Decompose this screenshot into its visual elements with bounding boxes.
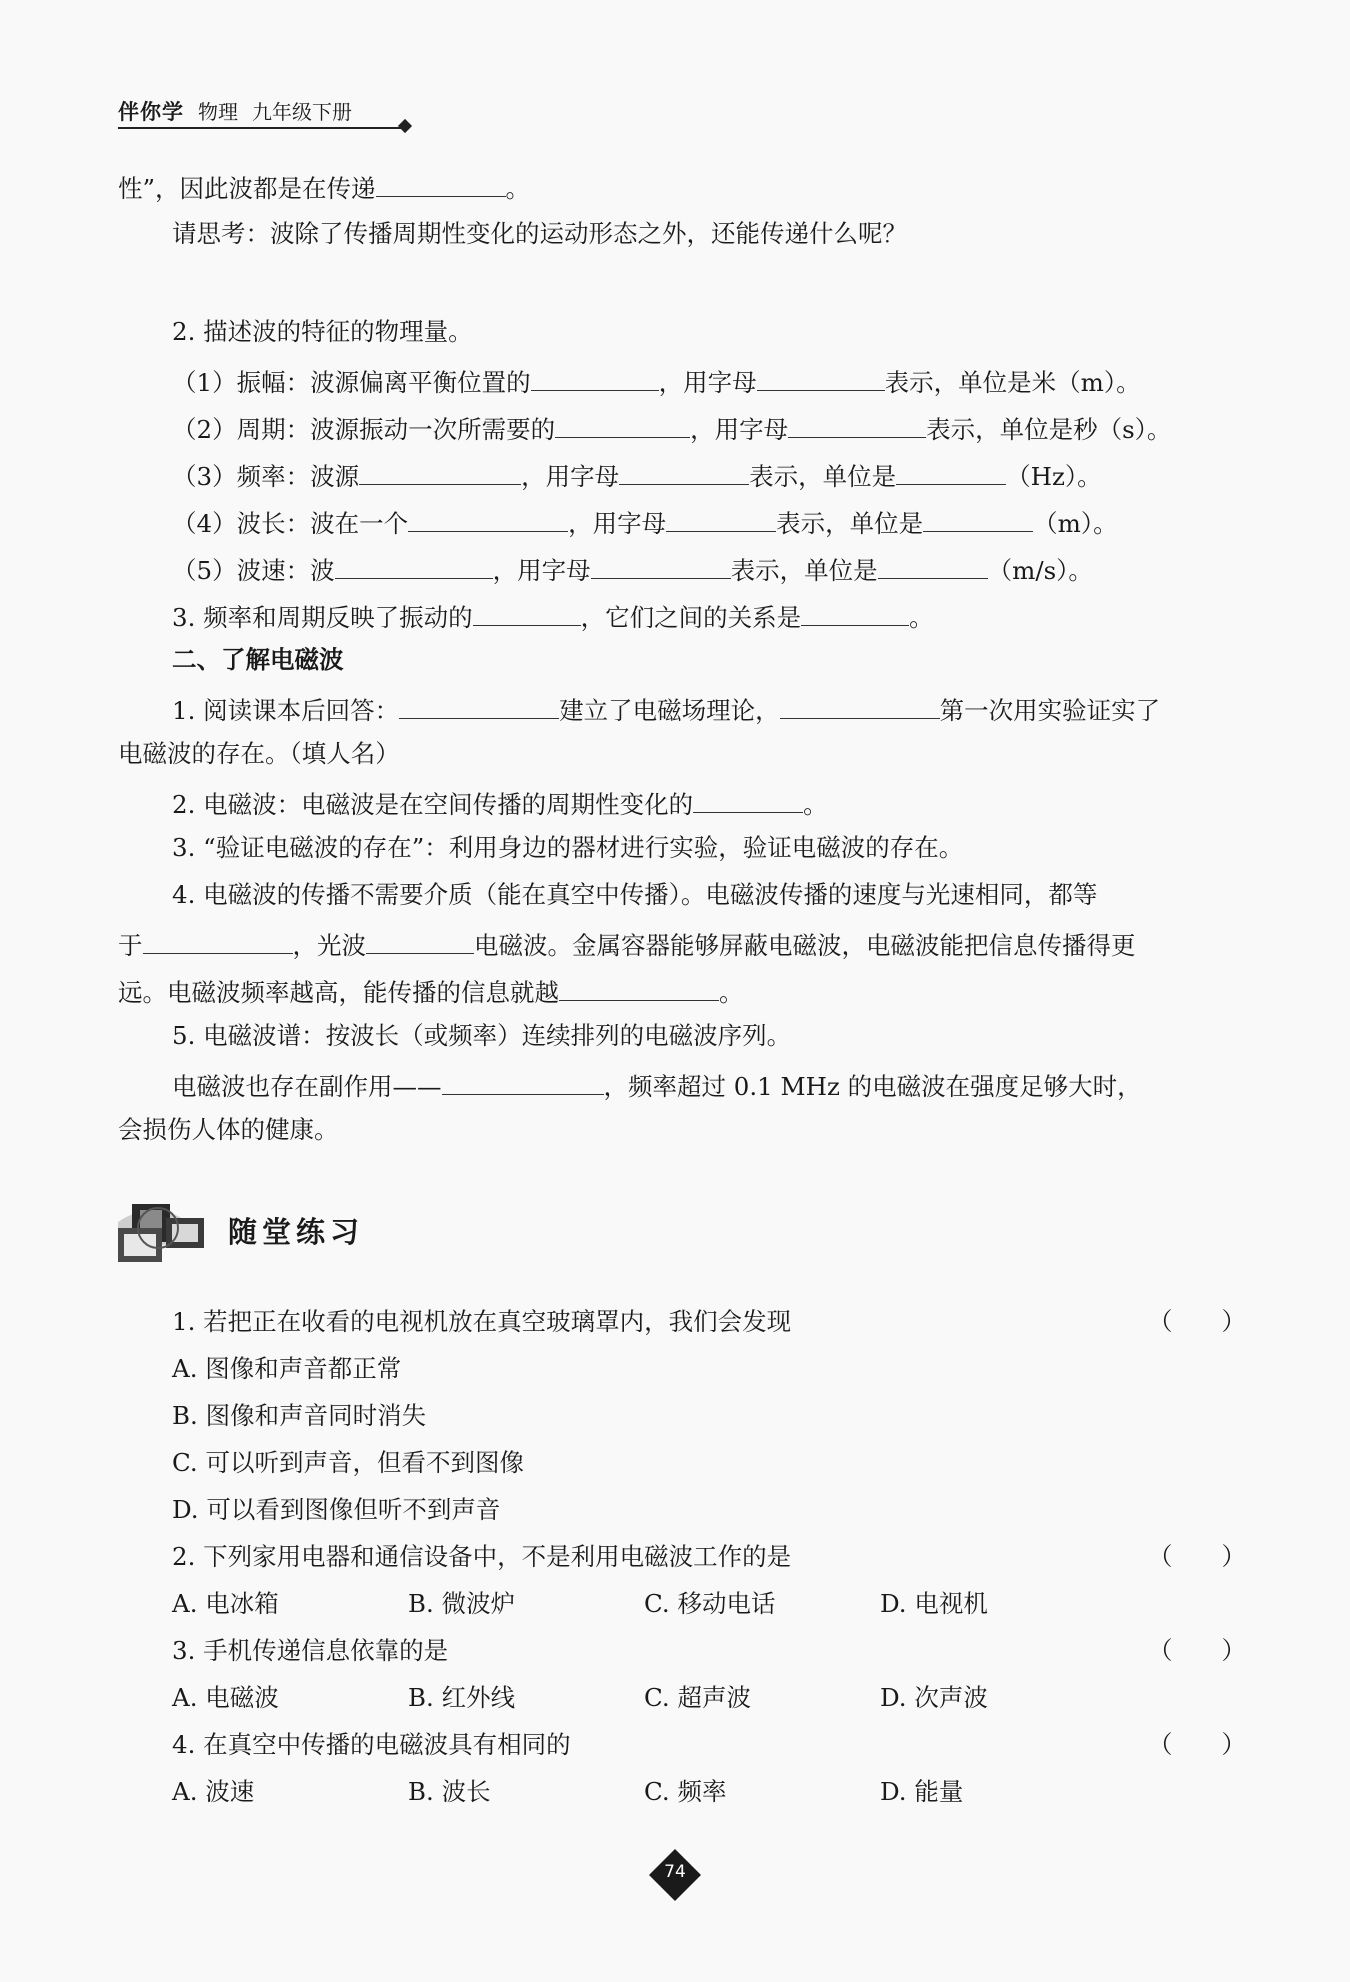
answer-blank[interactable]: [878, 552, 988, 579]
em-question-4-cont: [118, 927, 1136, 961]
answer-blank[interactable]: [555, 411, 690, 438]
answer-blank[interactable]: [143, 927, 293, 954]
answer-blank[interactable]: [896, 458, 1006, 485]
q1-option-b[interactable]: B. 图像和声音同时消失: [172, 1401, 427, 1430]
answer-blank[interactable]: [442, 1068, 604, 1095]
speed-text-2: ，用字母: [492, 556, 591, 585]
practice-section-title: 随堂练习: [228, 1215, 365, 1249]
frequency-text: （3）频率：波源: [172, 462, 360, 491]
answer-bracket[interactable]: （ ）: [1148, 1636, 1246, 1665]
answer-blank[interactable]: [693, 786, 803, 813]
answer-bracket[interactable]: （ ）: [1148, 1307, 1246, 1336]
em-side-effect: [172, 1068, 1142, 1102]
em-q1-text-2: 建立了电磁场理论，: [559, 696, 780, 725]
q1-option-d[interactable]: D. 可以看到图像但听不到声音: [172, 1495, 501, 1524]
answer-bracket[interactable]: （ ）: [1148, 1730, 1246, 1759]
brand-name: 伴你学: [118, 100, 184, 124]
frequency-text-2: ，用字母: [521, 462, 620, 491]
em-q1-text: 1. 阅读课本后回答：: [172, 696, 400, 725]
q3-option-c[interactable]: C. 超声波: [644, 1683, 751, 1712]
practice-question-2: 2. 下列家用电器和通信设备中，不是利用电磁波工作的是: [172, 1542, 792, 1571]
em-q2-text: 2. 电磁波：电磁波是在空间传播的周期性变化的: [172, 790, 694, 819]
answer-blank[interactable]: [531, 364, 659, 391]
answer-blank[interactable]: [473, 599, 581, 626]
think-question: 请思考：波除了传播周期性变化的运动形态之外，还能传递什么呢？: [172, 219, 907, 248]
answer-blank[interactable]: [788, 411, 926, 438]
answer-blank[interactable]: [801, 599, 909, 626]
answer-blank[interactable]: [408, 505, 568, 532]
q3-option-b[interactable]: B. 红外线: [408, 1683, 516, 1712]
feature-frequency: [172, 458, 1102, 492]
wavelength-text-4: （m）。: [1033, 509, 1118, 538]
relation-text-2: ，它们之间的关系是: [580, 603, 802, 632]
answer-blank[interactable]: [376, 170, 506, 197]
page-header: [118, 96, 352, 126]
em-q4-text-5: 。: [719, 978, 744, 1007]
q2-option-b[interactable]: B. 微波炉: [408, 1589, 516, 1618]
q2-option-a[interactable]: A. 电冰箱: [172, 1589, 279, 1618]
amplitude-text-3: 表示，单位是米（m）。: [884, 368, 1141, 397]
frequency-text-4: （Hz）。: [1006, 462, 1102, 491]
side-effect-text: 电磁波也存在副作用——: [172, 1072, 442, 1101]
amplitude-text: （1）振幅：波源偏离平衡位置的: [172, 368, 531, 397]
header-rule: [118, 127, 406, 129]
relation-text: 3. 频率和周期反映了振动的: [172, 603, 473, 632]
em-question-1-cont: 电磁波的存在。（填人名）: [118, 739, 400, 768]
frequency-text-3: 表示，单位是: [749, 462, 897, 491]
em-question-4-end: [118, 974, 744, 1008]
practice-question-3: 3. 手机传递信息依靠的是: [172, 1636, 449, 1665]
frequency-period-relation: [172, 599, 934, 633]
relation-text-3: 。: [909, 603, 934, 632]
answer-blank[interactable]: [666, 505, 776, 532]
feature-period: [172, 411, 1171, 445]
answer-blank[interactable]: [591, 552, 731, 579]
answer-blank[interactable]: [923, 505, 1033, 532]
answer-blank[interactable]: [359, 458, 521, 485]
em-q4-text: 于: [118, 931, 143, 960]
answer-blank[interactable]: [559, 974, 719, 1001]
em-q2-text-2: 。: [803, 790, 828, 819]
em-q4-text-4: 远。电磁波频率越高，能传播的信息就越: [118, 978, 559, 1007]
em-question-4: 4. 电磁波的传播不需要介质（能在真空中传播）。电磁波传播的速度与光速相同，都等: [172, 880, 1098, 909]
q1-option-a[interactable]: A. 图像和声音都正常: [172, 1354, 402, 1383]
q4-option-b[interactable]: B. 波长: [408, 1777, 491, 1806]
intro-line-1: [118, 170, 530, 204]
wavelength-text: （4）波长：波在一个: [172, 509, 409, 538]
subject-label: 物理: [198, 100, 238, 124]
q4-option-c[interactable]: C. 频率: [644, 1777, 727, 1806]
answer-bracket[interactable]: （ ）: [1148, 1542, 1246, 1571]
q2-option-c[interactable]: C. 移动电话: [644, 1589, 776, 1618]
answer-blank[interactable]: [619, 458, 749, 485]
q3-option-a[interactable]: A. 电磁波: [172, 1683, 279, 1712]
page-number: 74: [664, 1862, 686, 1882]
intro-text-end: 。: [505, 174, 531, 203]
features-title: 2. 描述波的特征的物理量。: [172, 317, 473, 346]
em-q4-text-3: 电磁波。金属容器能够屏蔽电磁波，电磁波能把信息传播得更: [474, 931, 1136, 960]
speed-text: （5）波速：波: [172, 556, 335, 585]
wavelength-text-2: ，用字母: [568, 509, 667, 538]
answer-blank[interactable]: [780, 692, 940, 719]
q1-option-c[interactable]: C. 可以听到声音，但看不到图像: [172, 1448, 524, 1477]
grade-label: 九年级下册: [252, 100, 352, 124]
answer-blank[interactable]: [757, 364, 885, 391]
em-question-2: [172, 786, 828, 820]
answer-blank[interactable]: [399, 692, 559, 719]
period-text-3: 表示，单位是秒（s）。: [926, 415, 1172, 444]
practice-question-1: 1. 若把正在收看的电视机放在真空玻璃罩内，我们会发现: [172, 1307, 792, 1336]
feature-amplitude: [172, 364, 1141, 398]
feature-wavelength: [172, 505, 1118, 539]
practice-question-4: 4. 在真空中传播的电磁波具有相同的: [172, 1730, 571, 1759]
period-text: （2）周期：波源振动一次所需要的: [172, 415, 556, 444]
feature-wave-speed: [172, 552, 1093, 586]
em-side-effect-cont: 会损伤人体的健康。: [118, 1115, 339, 1144]
q4-option-d[interactable]: D. 能量: [880, 1777, 964, 1806]
q4-option-a[interactable]: A. 波速: [172, 1777, 255, 1806]
intro-text: 性”，因此波都是在传递: [118, 174, 376, 203]
answer-blank[interactable]: [335, 552, 493, 579]
wavelength-text-3: 表示，单位是: [776, 509, 924, 538]
em-q4-text-2: ，光波: [292, 931, 366, 960]
em-question-5: 5. 电磁波谱：按波长（或频率）连续排列的电磁波序列。: [172, 1021, 792, 1050]
section-heading-em: 二、了解电磁波: [172, 645, 344, 674]
amplitude-text-2: ，用字母: [658, 368, 757, 397]
speed-text-3: 表示，单位是: [730, 556, 878, 585]
speed-text-4: （m/s）。: [987, 556, 1093, 585]
period-text-2: ，用字母: [690, 415, 789, 444]
q3-option-d[interactable]: D. 次声波: [880, 1683, 988, 1712]
answer-blank[interactable]: [366, 927, 474, 954]
em-question-3: 3. “验证电磁波的存在”：利用身边的器材进行实验，验证电磁波的存在。: [172, 833, 964, 862]
em-q1-text-3: 第一次用实验证实了: [939, 696, 1161, 725]
em-question-1: [172, 692, 1160, 726]
side-effect-text-2: ，频率超过 0.1 MHz 的电磁波在强度足够大时，: [603, 1072, 1142, 1101]
header-diamond-icon: [398, 119, 412, 133]
q2-option-d[interactable]: D. 电视机: [880, 1589, 988, 1618]
